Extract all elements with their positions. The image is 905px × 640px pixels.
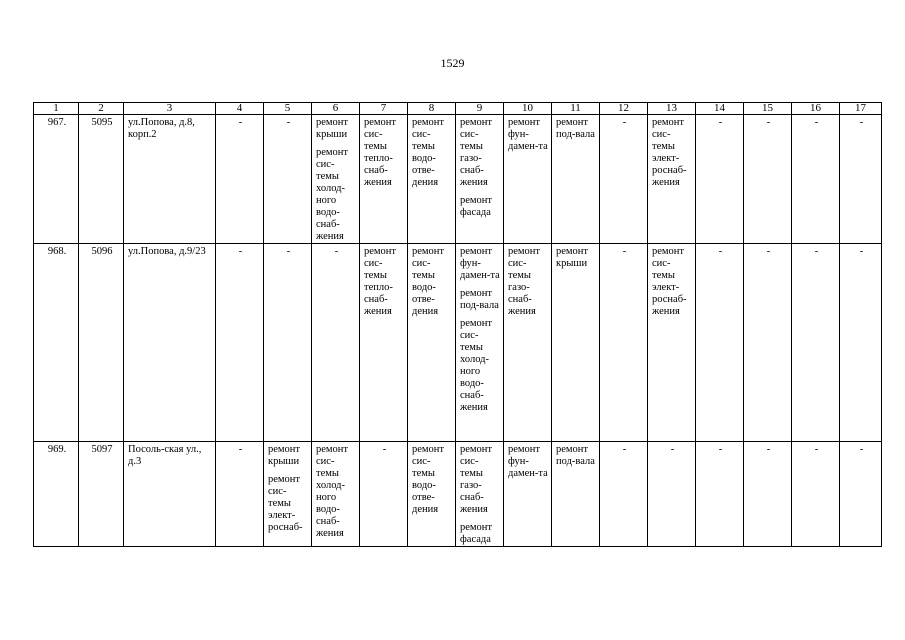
empty-dash: - xyxy=(814,117,819,128)
col-header: 17 xyxy=(840,103,882,115)
object-code: 5096 xyxy=(79,244,124,442)
work-cell-col-17 xyxy=(840,115,882,244)
work-cell-col-4 xyxy=(216,244,264,442)
page-number: 1529 xyxy=(440,56,465,70)
work-item: ремонт крыши xyxy=(556,246,589,269)
empty-dash: - xyxy=(859,246,864,257)
work-cell-col-13 xyxy=(648,442,696,547)
empty-dash: - xyxy=(286,117,291,128)
work-cell-col-10 xyxy=(504,442,552,547)
work-item: ремонт сис-темы тепло-снаб-жения xyxy=(364,117,397,188)
work-cell-col-14 xyxy=(696,115,744,244)
empty-dash: - xyxy=(286,246,291,257)
work-cell-col-17 xyxy=(840,244,882,442)
work-item: ремонт сис-темы водо-отве-дения xyxy=(412,246,445,317)
empty-dash: - xyxy=(766,444,771,455)
work-cell-col-6 xyxy=(312,115,360,244)
col-header: 15 xyxy=(744,103,792,115)
work-cell-col-5 xyxy=(264,442,312,547)
address-cell: ул.Попова, д.8, корп.2 xyxy=(124,115,216,244)
work-item: ремонт под-вала xyxy=(460,288,499,311)
work-cell-col-11 xyxy=(552,115,600,244)
work-item: ремонт под-вала xyxy=(556,117,595,140)
work-cell-col-13 xyxy=(648,244,696,442)
work-item: ремонт сис-темы холод-ного водо-снаб-жения xyxy=(316,147,349,242)
empty-dash: - xyxy=(814,444,819,455)
work-cell-col-9 xyxy=(456,115,504,244)
work-cell-col-12 xyxy=(600,244,648,442)
header-row xyxy=(34,103,882,115)
work-cell-col-8 xyxy=(408,115,456,244)
empty-dash: - xyxy=(238,246,243,257)
work-item: ремонт сис-темы элект-роснаб-жения xyxy=(652,117,687,188)
work-cell-col-5 xyxy=(264,244,312,442)
work-cell-col-16 xyxy=(792,442,840,547)
empty-dash: - xyxy=(766,117,771,128)
empty-dash: - xyxy=(382,444,387,455)
empty-dash: - xyxy=(859,444,864,455)
work-cell-col-8 xyxy=(408,244,456,442)
address-cell: Посоль-ская ул., д.3 xyxy=(124,442,216,547)
col-header: 12 xyxy=(600,103,648,115)
empty-dash: - xyxy=(718,246,723,257)
work-cell-col-15 xyxy=(744,244,792,442)
work-cell-col-13 xyxy=(648,115,696,244)
col-header: 14 xyxy=(696,103,744,115)
work-item: ремонт сис-темы элект-роснаб-жения xyxy=(652,246,687,317)
work-cell-col-10 xyxy=(504,115,552,244)
object-code: 5095 xyxy=(79,115,124,244)
col-header: 9 xyxy=(456,103,504,115)
row-number: 968. xyxy=(34,244,79,442)
work-cell-col-15 xyxy=(744,442,792,547)
col-header: 16 xyxy=(792,103,840,115)
work-cell-col-8 xyxy=(408,442,456,547)
work-cell-col-11 xyxy=(552,442,600,547)
col-header: 3 xyxy=(124,103,216,115)
work-item: ремонт фун-дамен-та xyxy=(508,117,548,152)
work-cell-col-6 xyxy=(312,442,360,547)
object-code: 5097 xyxy=(79,442,124,547)
col-header: 1 xyxy=(34,103,79,115)
col-header: 2 xyxy=(79,103,124,115)
work-item: ремонт крыши xyxy=(268,444,301,467)
work-cell-col-6 xyxy=(312,244,360,442)
work-cell-col-7 xyxy=(360,244,408,442)
work-item: ремонт сис-темы водо-отве-дения xyxy=(412,444,445,515)
work-cell-col-9 xyxy=(456,244,504,442)
col-header: 8 xyxy=(408,103,456,115)
empty-dash: - xyxy=(334,246,339,257)
work-item: ремонт фун-дамен-та xyxy=(508,444,548,479)
col-header: 13 xyxy=(648,103,696,115)
work-item: ремонт сис-темы холод-ного водо-снаб-жения xyxy=(460,318,493,413)
empty-dash: - xyxy=(622,246,627,257)
row-number: 969. xyxy=(34,442,79,547)
empty-dash: - xyxy=(859,117,864,128)
empty-dash: - xyxy=(622,117,627,128)
work-item: ремонт сис-темы газо-снаб-жения xyxy=(508,246,541,317)
col-header: 5 xyxy=(264,103,312,115)
work-item: ремонт сис-темы холод-ного водо-снаб-жения xyxy=(316,444,349,539)
work-cell-col-16 xyxy=(792,115,840,244)
col-header: 7 xyxy=(360,103,408,115)
work-item: ремонт сис-темы элект-роснаб- xyxy=(268,474,303,533)
table-row xyxy=(34,442,882,547)
row-number: 967. xyxy=(34,115,79,244)
work-cell-col-9 xyxy=(456,442,504,547)
empty-dash: - xyxy=(814,246,819,257)
address-cell: ул.Попова, д.9/23 xyxy=(124,244,216,442)
work-cell-col-15 xyxy=(744,115,792,244)
work-item: ремонт крыши xyxy=(316,117,349,140)
col-header: 11 xyxy=(552,103,600,115)
repair-register-table xyxy=(33,102,882,547)
work-cell-col-16 xyxy=(792,244,840,442)
empty-dash: - xyxy=(622,444,627,455)
work-item: ремонт сис-темы газо-снаб-жения xyxy=(460,117,493,188)
work-cell-col-10 xyxy=(504,244,552,442)
work-cell-col-4 xyxy=(216,115,264,244)
work-cell-col-17 xyxy=(840,442,882,547)
empty-dash: - xyxy=(718,444,723,455)
work-cell-col-11 xyxy=(552,244,600,442)
work-item: ремонт сис-темы водо-отве-дения xyxy=(412,117,445,188)
work-cell-col-14 xyxy=(696,442,744,547)
col-header: 10 xyxy=(504,103,552,115)
empty-dash: - xyxy=(718,117,723,128)
empty-dash: - xyxy=(670,444,675,455)
work-cell-col-14 xyxy=(696,244,744,442)
empty-dash: - xyxy=(238,444,243,455)
work-cell-col-5 xyxy=(264,115,312,244)
work-cell-col-7 xyxy=(360,115,408,244)
work-item: ремонт сис-темы газо-снаб-жения xyxy=(460,444,493,515)
work-item: ремонт фун-дамен-та xyxy=(460,246,500,281)
col-header: 6 xyxy=(312,103,360,115)
work-item: ремонт фасада xyxy=(460,195,493,218)
empty-dash: - xyxy=(238,117,243,128)
work-item: ремонт фасада xyxy=(460,522,493,545)
work-item: ремонт под-вала xyxy=(556,444,595,467)
empty-dash: - xyxy=(766,246,771,257)
work-cell-col-12 xyxy=(600,442,648,547)
work-cell-col-7 xyxy=(360,442,408,547)
work-cell-col-12 xyxy=(600,115,648,244)
work-item: ремонт сис-темы тепло-снаб-жения xyxy=(364,246,397,317)
table-row xyxy=(34,115,882,244)
work-cell-col-4 xyxy=(216,442,264,547)
col-header: 4 xyxy=(216,103,264,115)
table-row xyxy=(34,244,882,442)
